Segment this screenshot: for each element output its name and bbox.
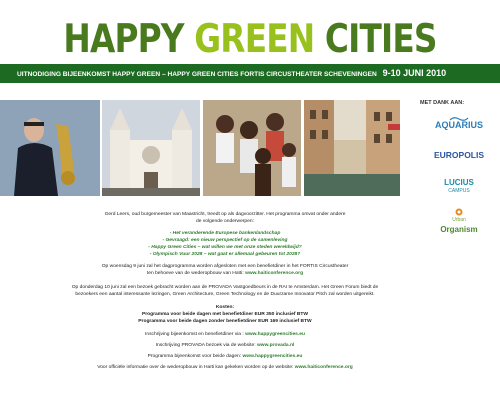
wednesday-line-2-text: ten behoeve van de wederopbouw van Haïti: (146, 271, 244, 276)
registration-line-text: Inschrijving bijeenkomst en benefietdiner via : (145, 332, 244, 337)
urban-organism-logo-mark (418, 208, 500, 216)
aquarius-logo-text: AQUARIUS (434, 120, 483, 130)
topic-item: - Gevraagd: een nieuw perspectief op de samenleving (162, 238, 288, 243)
thursday-line-2: bezoekers een aantal interessante lezingen, Green Architecture, Green Technology en de Duurzame Innovator Pitch zal worden uitgereikt. (75, 292, 375, 297)
title-word-cities: CITIES (324, 17, 437, 62)
title-word-happy: HAPPY (63, 17, 184, 62)
topic-item: - Happy Green Cities – wat willen we met onze steden wereldwijd? (148, 245, 302, 250)
page-title (40, 18, 460, 62)
banner-date: 9-10 JUNI 2010 (382, 68, 447, 78)
europolis-logo-text: EUROPOLIS (433, 150, 485, 160)
intro-line-2: de volgende onderwerpen: (196, 219, 254, 224)
church-photo (102, 100, 200, 196)
program-line (20, 354, 430, 360)
partners-heading: MET DANK AAN: (420, 100, 465, 106)
lucius-logo-subtext: CAMPUS (448, 188, 470, 194)
lucius-logo-text: LUCIUS (444, 178, 474, 187)
provada-line (20, 343, 430, 349)
lucius-campus-logo (418, 178, 500, 196)
wednesday-line-2 (20, 271, 430, 277)
event-banner (0, 64, 500, 83)
children-photo (203, 100, 301, 196)
program-link[interactable]: www.happygreencities.eu (242, 354, 303, 359)
title-word-green: GREEN (194, 17, 315, 62)
haiti-conference-link[interactable]: www.haiticonference.org (245, 271, 304, 276)
provada-line-text: Inschrijving PROVADA bezoek via de website: (155, 343, 256, 348)
costs-heading: Kosten: (215, 305, 235, 310)
organism-logo-text: Organism (440, 225, 478, 234)
registration-line (20, 332, 430, 338)
happygreencities-link[interactable]: www.happygreencities.eu (245, 332, 305, 337)
saxophonist-photo (0, 100, 100, 196)
topic-item: - Het veranderende Europese bankenlandschap (169, 231, 281, 236)
haiti-info-line (20, 365, 430, 371)
canal-photo (304, 100, 400, 196)
provada-link[interactable]: www.provada.nl (256, 343, 295, 348)
wednesday-line-1: Op woensdag 9 juni zal het dagprogramma worden afgesloten met een benefietdiner in het FORTIS Circustheater (101, 264, 349, 269)
urban-logo-subtext: Urban (452, 217, 466, 223)
thursday-line-1: Op donderdag 10 juni zal een bezoek gebracht worden aan de PROVADA Vastgoedbeurs in de RAI te Amsterdam. Het Green Forum biedt de (71, 285, 379, 290)
aquarius-logo (418, 114, 500, 130)
costs-line-2: Programma voor beide dagen zonder benefietdiner EUR 169 inclusief BTW (138, 319, 312, 324)
intro-line-1: Gerd Leers, oud burgemeester van Maastricht, treedt op als dagvoorzitter. Het programma omvat onder andere (104, 212, 346, 217)
topic-item: - Olympisch Vuur 2028 – wat gaat er allemaal gebeuren tot 2028? (149, 252, 301, 257)
haiti-info-line-text: Voor officiële informatie over de wederopbouw in Haïti kan gekeken worden op de website: (97, 365, 294, 370)
program-line-text: Programma bijeenkomst voor beide dagen: (147, 354, 242, 359)
europolis-logo (418, 150, 500, 160)
banner-text: UITNODIGING BIJEENKOMST HAPPY GREEN – HAPPY GREEN CITIES FORTIS CIRCUSTHEATER SCHEVENINGEN (17, 71, 377, 78)
haiti-info-link[interactable]: www.haiticonference.org (294, 365, 353, 370)
urban-organism-logo (418, 208, 500, 234)
costs-line-1: Programma voor beide dagen met benefietdiner EUR 350 inclusief BTW (141, 312, 309, 317)
